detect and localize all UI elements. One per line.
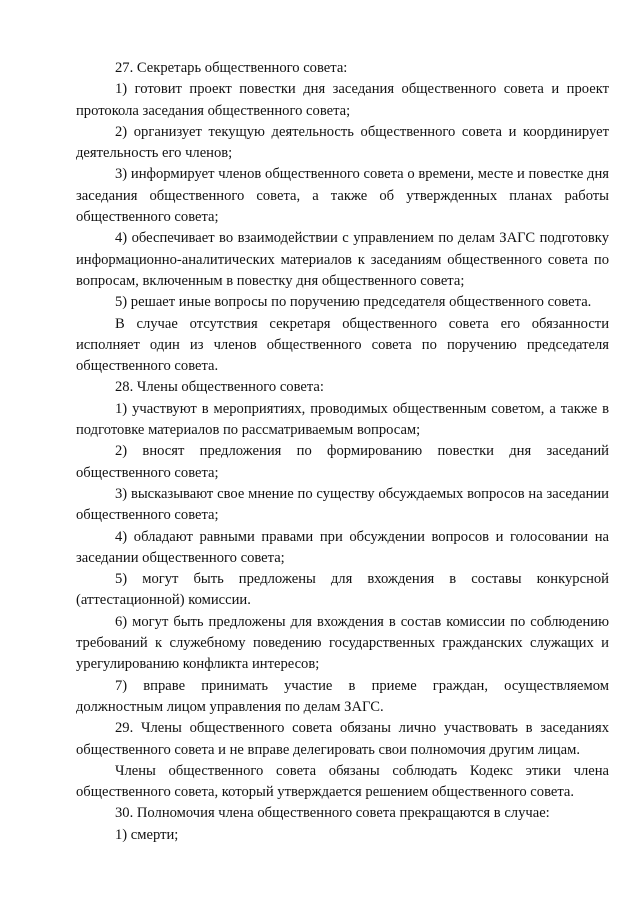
paragraph-28-item-4: 4) обладают равными правами при обсуждении вопросов и голосовании на заседании общественного совета; (76, 528, 609, 566)
paragraph-27-item-4: 4) обеспечивает во взаимодействии с управлением по делам ЗАГС подготовку информационно-аналитических материалов к заседаниям общественного совета по вопросам, включенным в повестку дня общественного совета; (76, 230, 609, 289)
document-page (76, 58, 609, 846)
paragraph-29-ethics: Члены общественного совета обязаны соблюдать Кодекс этики члена общественного совета, который утверждается решением общественного совета. (76, 762, 609, 801)
paragraph-28-item-3: 3) высказывают свое мнение по существу обсуждаемых вопросов на заседании общественного совета; (76, 485, 609, 524)
paragraph-28-item-5: 5) могут быть предложены для вхождения в составы конкурсной (аттестационной) комиссии. (76, 571, 609, 609)
paragraph-27-item-5: 5) решает иные вопросы по поручению председателя общественного совета. (115, 294, 592, 311)
paragraph-28-heading: 28. Члены общественного совета: (115, 379, 324, 396)
paragraph-28-item-6: 6) могут быть предложены для вхождения в состав комиссии по соблюдению требований к служебному поведению государственных гражданских служащих и урегулированию конфликта интересов; (76, 613, 609, 673)
paragraph-27-item-3: 3) информирует членов общественного совета о времени, месте и повестке дня заседания общественного совета, а также об утвержденных планах работы общественного совета; (76, 166, 609, 226)
paragraph-30-item-1: 1) смерти; (115, 826, 179, 843)
paragraph-27-item-2: 2) организует текущую деятельность общественного совета и координирует деятельность его членов; (76, 123, 609, 162)
paragraph-27-absence-note: В случае отсутствия секретаря общественного совета его обязанности исполняет один из членов общественного совета по поручению председателя общественного совета. (76, 315, 609, 375)
paragraph-28-item-1: 1) участвуют в мероприятиях, проводимых общественным советом, а также в подготовке материалов по рассматриваемым вопросам; (76, 400, 609, 439)
paragraph-28-item-7: 7) вправе принимать участие в приеме граждан, осуществляемом должностным лицом управления по делам ЗАГС. (76, 677, 609, 715)
paragraph-27-heading: 27. Секретарь общественного совета: (115, 60, 348, 76)
paragraph-27-item-1: 1) готовит проект повестки дня заседания общественного совета и проект протокола заседания общественного совета; (76, 81, 609, 119)
paragraph-28-item-2: 2) вносят предложения по формированию повестки дня заседаний общественного совета; (76, 443, 609, 481)
paragraph-30-heading: 30. Полномочия члена общественного совета прекращаются в случае: (115, 805, 550, 822)
paragraph-29: 29. Члены общественного совета обязаны лично участвовать в заседаниях общественного совета и не вправе делегировать свои полномочия другим лицам. (76, 720, 609, 758)
